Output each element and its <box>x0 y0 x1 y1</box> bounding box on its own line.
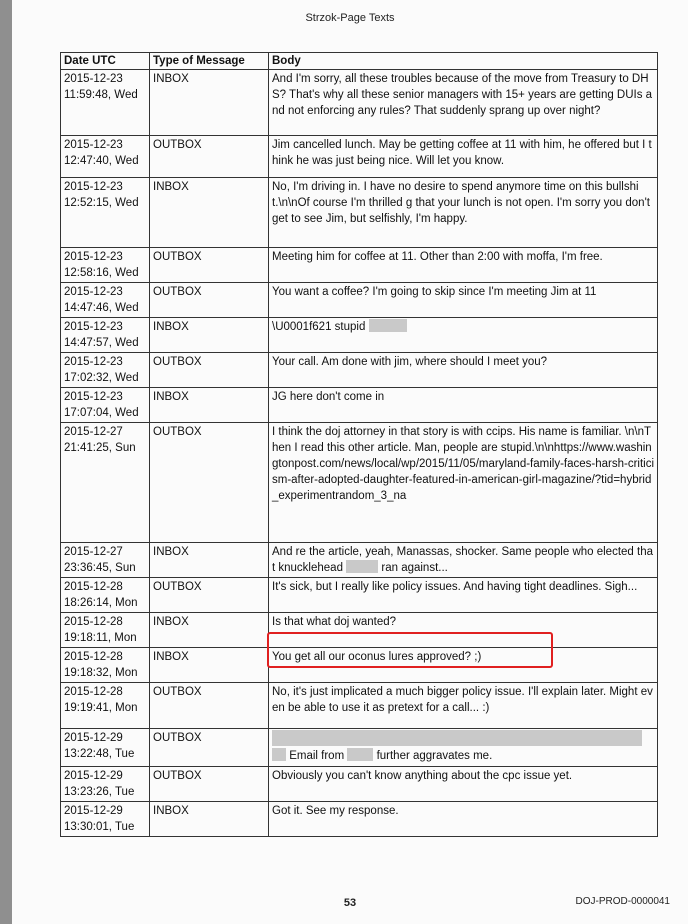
body-text: Email from <box>289 750 345 762</box>
date-cell: 2015-12-29 13:22:48, Tue <box>61 729 150 767</box>
date-cell: 2015-12-28 19:18:11, Mon <box>61 613 150 648</box>
table-row <box>61 318 658 353</box>
date-cell: 2015-12-23 12:47:40, Wed <box>61 136 150 178</box>
body-cell: Obviously you can't know anything about the cpc issue yet. <box>269 767 658 802</box>
body-cell: Is that what doj wanted? <box>269 613 658 648</box>
body-text: ran against... <box>381 562 448 574</box>
body-cell: Jim cancelled lunch. May be getting coffee at 11 with him, he offered but I think he was just being nice. Will let you know. <box>269 136 658 178</box>
table-row <box>61 767 658 802</box>
date-cell: 2015-12-29 13:30:01, Tue <box>61 802 150 837</box>
redaction-block <box>369 319 407 332</box>
redaction-block <box>272 730 642 746</box>
date-cell: 2015-12-23 14:47:46, Wed <box>61 283 150 318</box>
date-cell: 2015-12-23 14:47:57, Wed <box>61 318 150 353</box>
body-text: \U0001f621 stupid <box>272 321 366 333</box>
messages-table <box>60 52 658 837</box>
table-row <box>61 248 658 283</box>
date-cell: 2015-12-23 12:52:15, Wed <box>61 178 150 248</box>
table-row <box>61 802 658 837</box>
table-row <box>61 578 658 613</box>
type-cell: INBOX <box>150 648 269 683</box>
table-row <box>61 423 658 543</box>
column-header-body: Body <box>269 53 658 70</box>
date-cell: 2015-12-28 18:26:14, Mon <box>61 578 150 613</box>
type-cell: OUTBOX <box>150 683 269 729</box>
body-cell <box>269 543 658 578</box>
type-cell: INBOX <box>150 70 269 136</box>
column-header-date: Date UTC <box>61 53 150 70</box>
date-cell: 2015-12-23 11:59:48, Wed <box>61 70 150 136</box>
date-cell: 2015-12-28 19:18:32, Mon <box>61 648 150 683</box>
table-header-row <box>61 53 658 70</box>
redaction-block <box>272 748 286 761</box>
body-cell: You get all our oconus lures approved? ;) <box>269 648 658 683</box>
type-cell: OUTBOX <box>150 136 269 178</box>
type-cell: OUTBOX <box>150 283 269 318</box>
table-row <box>61 70 658 136</box>
table-row <box>61 136 658 178</box>
type-cell: OUTBOX <box>150 767 269 802</box>
type-cell: OUTBOX <box>150 248 269 283</box>
type-cell: OUTBOX <box>150 353 269 388</box>
red-highlight-box <box>267 632 553 668</box>
table-row <box>61 683 658 729</box>
date-cell: 2015-12-28 19:19:41, Mon <box>61 683 150 729</box>
table-row <box>61 283 658 318</box>
type-cell: INBOX <box>150 388 269 423</box>
column-header-type: Type of Message <box>150 53 269 70</box>
body-cell: Meeting him for coffee at 11. Other than 2:00 with moffa, I'm free. <box>269 248 658 283</box>
table-row <box>61 729 658 767</box>
page-number: 53 <box>343 897 357 909</box>
date-cell: 2015-12-23 17:07:04, Wed <box>61 388 150 423</box>
document-page <box>12 0 688 924</box>
body-text: further aggravates me. <box>376 750 493 762</box>
type-cell: INBOX <box>150 178 269 248</box>
table-row <box>61 543 658 578</box>
body-cell: Your call. Am done with jim, where should I meet you? <box>269 353 658 388</box>
type-cell: INBOX <box>150 613 269 648</box>
date-cell: 2015-12-23 12:58:16, Wed <box>61 248 150 283</box>
body-cell: No, I'm driving in. I have no desire to spend anymore time on this bullshit.\n\nOf course I'm thrilled g that your lunch is not open. I'm sorry you don't get to see Jim, but selfishly, I'm happy. <box>269 178 658 248</box>
body-text: And re the article, yeah, Manassas, shocker. Same people who elected that knucklehead <box>272 546 653 574</box>
type-cell: INBOX <box>150 318 269 353</box>
redaction-block <box>347 748 373 761</box>
type-cell: INBOX <box>150 802 269 837</box>
page-title: Strzok-Page Texts <box>305 12 395 24</box>
body-cell: It's sick, but I really like policy issues. And having tight deadlines. Sigh... <box>269 578 658 613</box>
date-cell: 2015-12-27 21:41:25, Sun <box>61 423 150 543</box>
body-cell: You want a coffee? I'm going to skip since I'm meeting Jim at 11 <box>269 283 658 318</box>
table-row <box>61 353 658 388</box>
table-row <box>61 178 658 248</box>
table-row <box>61 388 658 423</box>
body-cell <box>269 729 658 767</box>
date-cell: 2015-12-29 13:23:26, Tue <box>61 767 150 802</box>
date-cell: 2015-12-27 23:36:45, Sun <box>61 543 150 578</box>
redaction-block <box>346 560 378 573</box>
body-cell: No, it's just implicated a much bigger policy issue. I'll explain later. Might even be able to use it as pretext for a call... :) <box>269 683 658 729</box>
date-cell: 2015-12-23 17:02:32, Wed <box>61 353 150 388</box>
body-cell: JG here don't come in <box>269 388 658 423</box>
document-id: DOJ-PROD-0000041 <box>575 896 670 907</box>
type-cell: INBOX <box>150 543 269 578</box>
body-cell: I think the doj attorney in that story is with ccips. His name is familiar. \n\nThen I read this other article. Man, people are stupid.\n\nhttps://www.washingtonpost.com/news/local/wp/2015/11/05/maryland-family-faces-harsh-criticism-after-adopted-daughter-featured-in-american-girl-magazine/?tid=hybrid_experimentrandom_3_na <box>269 423 658 543</box>
body-cell: And I'm sorry, all these troubles because of the move from Treasury to DHS? That's why all these senior managers with 15+ years are getting DUIs and not enforcing any rules? That suddenly sprang up over night? <box>269 70 658 136</box>
body-cell <box>269 318 658 353</box>
type-cell: OUTBOX <box>150 729 269 767</box>
type-cell: OUTBOX <box>150 423 269 543</box>
type-cell: OUTBOX <box>150 578 269 613</box>
body-cell: Got it. See my response. <box>269 802 658 837</box>
